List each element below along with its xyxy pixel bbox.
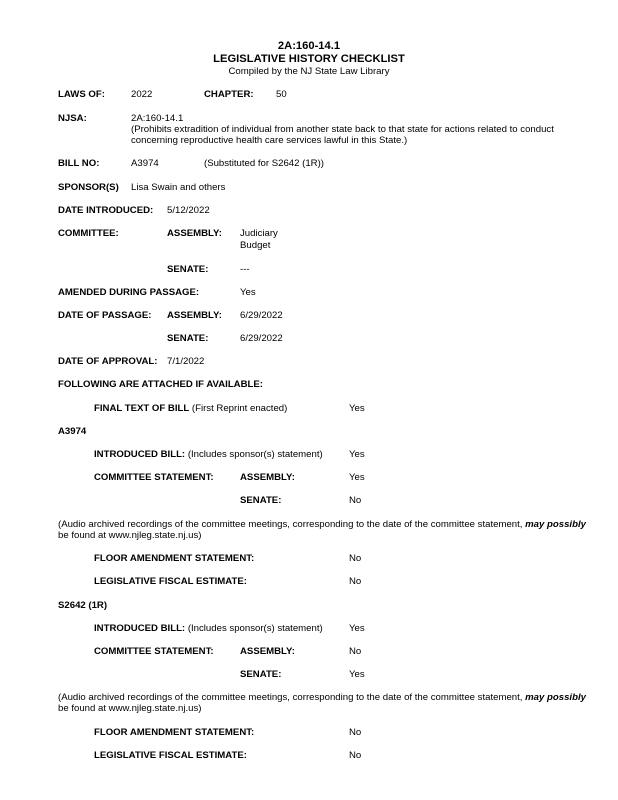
committee-assembly-value: Judiciary [240, 228, 278, 239]
laws-of-value: 2022 [131, 89, 153, 100]
audio-note-line1 [58, 519, 586, 530]
passage-senate-value: 6/29/2022 [240, 333, 283, 344]
introduced-bill-label: INTRODUCED BILL: [94, 449, 186, 460]
committee-statement-senate-label: SENATE: [240, 669, 282, 680]
njsa-value: 2A:160-14.1 [131, 113, 184, 124]
committee-statement-assembly-value: No [349, 646, 362, 657]
committee-statement-assembly-value: Yes [349, 472, 365, 483]
floor-amendment-label: FLOOR AMENDMENT STATEMENT: [94, 727, 255, 738]
statute-heading: 2A:160-14.1 [277, 40, 341, 52]
committee-senate-value: --- [240, 264, 250, 275]
introduced-bill-label: INTRODUCED BILL: [94, 623, 186, 634]
njsa-description-line1: (Prohibits extradition of individual from another state back to that state for actions related to conduct [131, 124, 554, 135]
introduced-bill-note: (Includes sponsor(s) statement) [187, 449, 323, 460]
bill-section-id: A3974 [58, 426, 87, 437]
date-of-approval-label: DATE OF APPROVAL: [58, 356, 158, 367]
chapter-value: 50 [276, 89, 287, 100]
committee-statement-assembly-label: ASSEMBLY: [240, 646, 295, 657]
committee-assembly-label: ASSEMBLY: [167, 228, 222, 239]
final-text-label: FINAL TEXT OF BILL [94, 403, 190, 414]
laws-of-label: LAWS OF: [58, 89, 105, 100]
njsa-label: NJSA: [58, 113, 87, 124]
committee-statement-senate-value: No [349, 495, 362, 506]
committee-statement-senate-label: SENATE: [240, 495, 282, 506]
final-text-note: (First Reprint enacted) [191, 403, 288, 414]
sponsor-label: SPONSOR(S) [58, 182, 119, 193]
passage-senate-label: SENATE: [167, 333, 209, 344]
audio-note-emphasis: may possibly [525, 692, 586, 703]
passage-assembly-label: ASSEMBLY: [167, 310, 222, 321]
page-title: LEGISLATIVE HISTORY CHECKLIST [213, 53, 405, 65]
audio-note-line2: be found at www.njleg.state.nj.us) [58, 703, 202, 714]
committee-statement-label: COMMITTEE STATEMENT: [94, 472, 214, 483]
fiscal-estimate-value: No [349, 576, 362, 587]
date-introduced-value: 5/12/2022 [167, 205, 210, 216]
floor-amendment-value: No [349, 727, 362, 738]
introduced-bill-value: Yes [349, 623, 365, 634]
bill-no-value: A3974 [131, 158, 159, 169]
committee-label: COMMITTEE: [58, 228, 119, 239]
fiscal-estimate-value: No [349, 750, 362, 761]
audio-note-line1 [58, 692, 586, 703]
introduced-bill-row [94, 623, 323, 634]
committee-statement-senate-value: Yes [349, 669, 365, 680]
compiled-by: Compiled by the NJ State Law Library [228, 66, 390, 77]
sponsor-value: Lisa Swain and others [131, 182, 226, 193]
njsa-description-line2: concerning reproductive health care services lawful in this State.) [131, 135, 408, 146]
date-of-passage-label: DATE OF PASSAGE: [58, 310, 152, 321]
fiscal-estimate-label: LEGISLATIVE FISCAL ESTIMATE: [94, 576, 247, 587]
audio-note-line2: be found at www.njleg.state.nj.us) [58, 530, 202, 541]
committee-assembly-value: Budget [240, 240, 271, 251]
committee-statement-label: COMMITTEE STATEMENT: [94, 646, 214, 657]
attached-heading: FOLLOWING ARE ATTACHED IF AVAILABLE: [58, 379, 263, 390]
committee-statement-assembly-label: ASSEMBLY: [240, 472, 295, 483]
introduced-bill-row [94, 449, 323, 460]
committee-senate-label: SENATE: [167, 264, 209, 275]
bill-no-label: BILL NO: [58, 158, 100, 169]
floor-amendment-value: No [349, 553, 362, 564]
floor-amendment-label: FLOOR AMENDMENT STATEMENT: [94, 553, 255, 564]
audio-note-emphasis: may possibly [525, 519, 586, 530]
audio-note-text: (Audio archived recordings of the committee meetings, corresponding to the date of the committee statement, [58, 692, 523, 703]
final-text-value: Yes [349, 403, 365, 414]
passage-assembly-value: 6/29/2022 [240, 310, 283, 321]
amended-value: Yes [240, 287, 256, 298]
chapter-label: CHAPTER: [204, 89, 254, 100]
final-text-row [94, 403, 287, 414]
fiscal-estimate-label: LEGISLATIVE FISCAL ESTIMATE: [94, 750, 247, 761]
date-introduced-label: DATE INTRODUCED: [58, 205, 154, 216]
introduced-bill-value: Yes [349, 449, 365, 460]
bill-section-id: S2642 (1R) [58, 600, 108, 611]
substituted-for: (Substituted for S2642 (1R)) [204, 158, 324, 169]
audio-note-text: (Audio archived recordings of the committee meetings, corresponding to the date of the committee statement, [58, 519, 523, 530]
amended-label: AMENDED DURING PASSAGE: [58, 287, 200, 298]
introduced-bill-note: (Includes sponsor(s) statement) [187, 623, 323, 634]
date-of-approval-value: 7/1/2022 [167, 356, 205, 367]
